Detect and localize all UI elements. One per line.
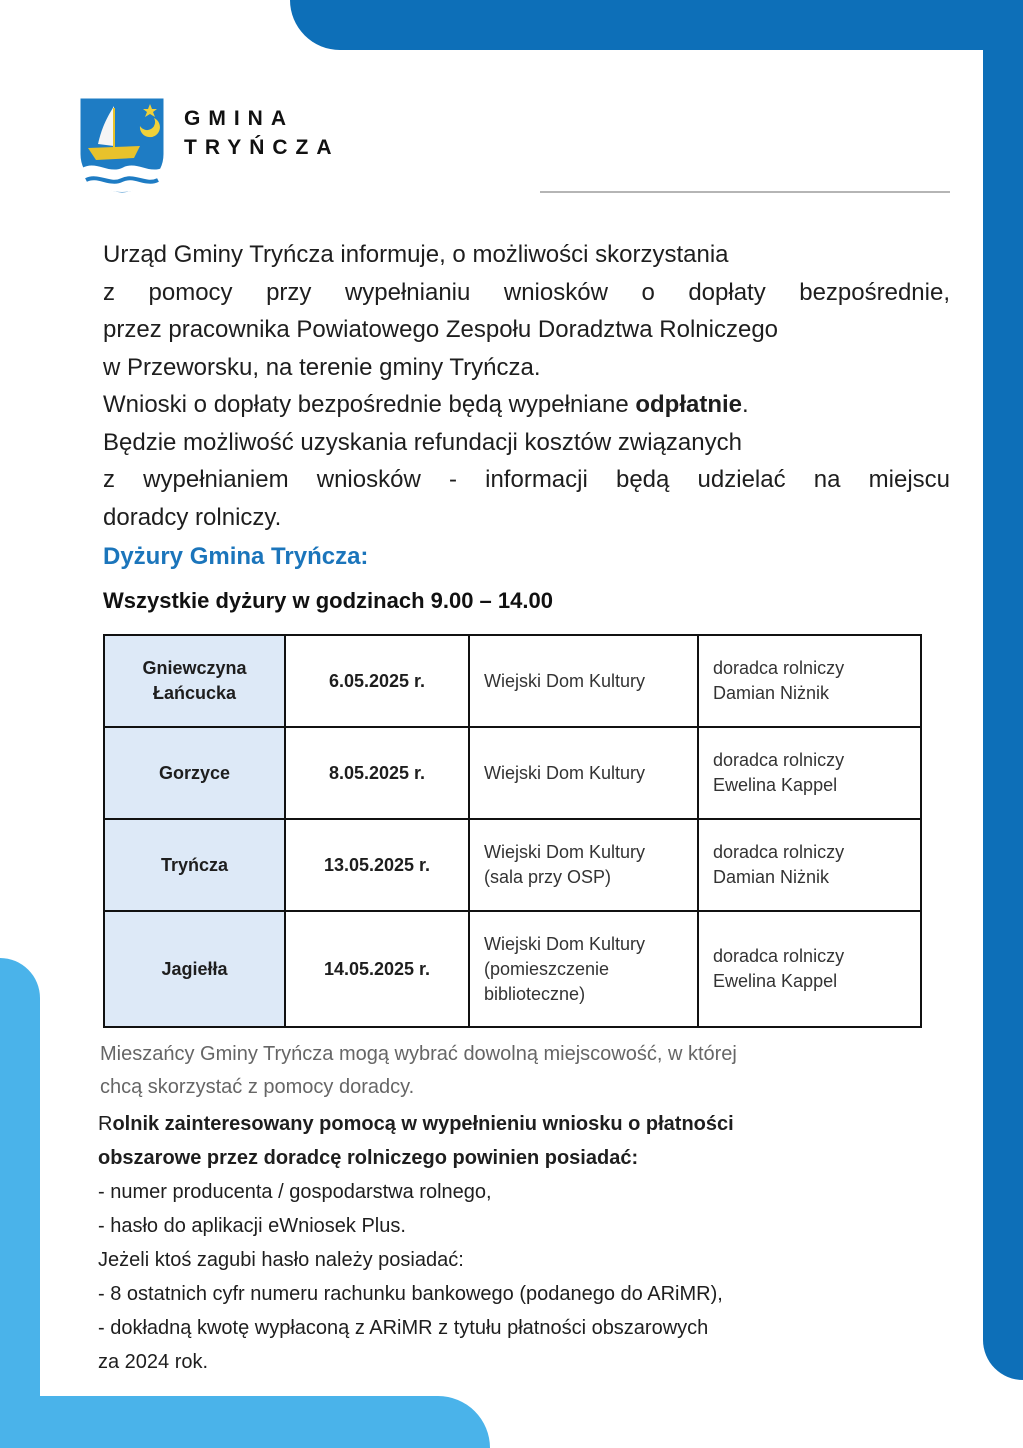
brand-line-1: GMINA — [184, 107, 294, 130]
schedule-table — [103, 634, 922, 1028]
row-venue: Wiejski Dom Kultury — [469, 635, 698, 727]
residents-note-line-1: Mieszańcy Gminy Tryńcza mogą wybrać dowolną miejscowość, w której — [100, 1043, 737, 1065]
right-blue-band — [983, 40, 1023, 1380]
left-light-blue-band — [0, 958, 40, 1448]
top-blue-band — [290, 0, 1023, 50]
row-advisor — [698, 911, 921, 1027]
row-advisor — [698, 727, 921, 819]
row-venue: Wiejski Dom Kultury — [469, 727, 698, 819]
intro-line-6: Będzie możliwość uzyskania refundacji kosztów związanych — [103, 428, 742, 456]
intro-line-5-end: . — [742, 391, 749, 418]
bottom-light-blue-band — [0, 1396, 490, 1448]
row-date: 6.05.2025 r. — [285, 635, 469, 727]
intro-line-3: przez pracownika Powiatowego Zespołu Doradztwa Rolniczego — [103, 316, 779, 343]
residents-note — [100, 1038, 930, 1104]
row-date: 14.05.2025 r. — [285, 911, 469, 1027]
advisor-name: Ewelina Kappel — [713, 971, 838, 991]
table-row — [104, 635, 921, 727]
intro-line-4: w Przeworsku, na terenie gminy Tryńcza. — [103, 353, 541, 381]
requirement-item: - numer producenta / gospodarstwa rolnego, — [98, 1181, 492, 1203]
intro-line-5 — [103, 386, 950, 424]
intro-line-2: z pomocy przy wypełnianiu wniosków o dopłaty bezpośrednie, — [103, 278, 950, 306]
heading-rest: olnik zainteresowany pomocą w wypełnieniu wniosku o płatności — [112, 1113, 734, 1135]
row-venue: Wiejski Dom Kultury (pomieszczenie biblioteczne) — [469, 911, 698, 1027]
intro-line-7: z wypełnianiem wniosków - informacji będą udzielać na miejscu — [103, 466, 950, 493]
row-date: 8.05.2025 r. — [285, 727, 469, 819]
row-advisor — [698, 819, 921, 911]
intro-line-5-text: Wnioski o dopłaty bezpośrednie będą wypełniane — [103, 391, 636, 418]
requirements-section — [98, 1107, 958, 1379]
brand-line-2: TRYŃCZA — [184, 136, 340, 159]
requirement-item: - 8 ostatnich cyfr numeru rachunku bankowego (podanego do ARiMR), — [98, 1283, 723, 1305]
row-venue: Wiejski Dom Kultury (sala przy OSP) — [469, 819, 698, 911]
requirement-item: - hasło do aplikacji eWniosek Plus. — [98, 1215, 406, 1237]
table-row — [104, 819, 921, 911]
municipality-name — [184, 104, 340, 162]
lost-password-note: Jeżeli ktoś zagubi hasło należy posiadać: — [98, 1249, 464, 1271]
coat-of-arms-icon — [78, 96, 166, 194]
advisor-role: doradca rolniczy — [713, 946, 845, 966]
requirements-heading-line-1 — [98, 1107, 958, 1141]
intro-paragraph — [103, 236, 950, 536]
residents-note-line-2: chcą skorzystać z pomocy doradcy. — [100, 1076, 415, 1098]
schedule-heading: Dyżury Gmina Tryńcza: — [103, 543, 369, 570]
advisor-role: doradca rolniczy — [713, 842, 845, 862]
header-divider — [540, 191, 950, 193]
requirements-heading-line-2: obszarowe przez doradcę rolniczego powinien posiadać: — [98, 1147, 639, 1169]
advisor-role: doradca rolniczy — [713, 750, 845, 770]
advisor-role: doradca rolniczy — [713, 658, 845, 678]
row-place: Gniewczyna Łańcucka — [104, 635, 285, 727]
advisor-name: Damian Niżnik — [713, 683, 830, 703]
row-date: 13.05.2025 r. — [285, 819, 469, 911]
intro-line-1: Urząd Gminy Tryńcza informuje, o możliwości skorzystania — [103, 241, 729, 268]
paid-emphasis: odpłatnie — [635, 391, 743, 418]
row-place: Gorzyce — [104, 727, 285, 819]
row-advisor — [698, 635, 921, 727]
heading-first-letter: R — [98, 1113, 113, 1135]
requirement-item: - dokładną kwotę wypłaconą z ARiMR z tytułu płatności obszarowych — [98, 1317, 709, 1339]
table-row — [104, 727, 921, 819]
schedule-hours: Wszystkie dyżury w godzinach 9.00 – 14.00 — [103, 588, 553, 613]
advisor-name: Damian Niżnik — [713, 867, 830, 887]
row-place: Jagiełła — [104, 911, 285, 1027]
table-row — [104, 911, 921, 1027]
advisor-name: Ewelina Kappel — [713, 775, 838, 795]
row-place: Tryńcza — [104, 819, 285, 911]
intro-line-8: doradcy rolniczy. — [103, 503, 282, 531]
requirement-item-continued: za 2024 rok. — [98, 1351, 209, 1373]
